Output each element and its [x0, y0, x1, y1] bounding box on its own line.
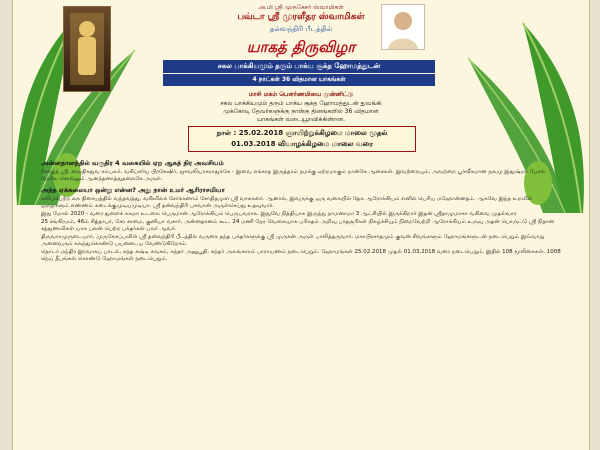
event-date-box [188, 126, 416, 152]
date-line-1: நாள் : 25.02.2018 ஞாயிற்றுக்கிழமை மாலை முதல் [216, 129, 388, 137]
banner-2: 4 நாட்கள் 36 விதமான யாகங்கள் [163, 74, 435, 86]
section-heading: அந்த ஏக்கலையா ஒன்று என்ன? அது நான் உமர் ஆரிராசமியா [41, 186, 225, 194]
org-line-3: தன்வந்திரி பீடத்தில் [269, 25, 333, 33]
paragraph: கலிப்பெற்ற லக திசையத்தில் வந்தவத்து, வகிவிலக் சேர்க்கனாம் சோதிதமுள ஸ்ரீ வாசுகளர். ஆனால், இவருக்கு ஒரு வகையில் தேக ஆரோக்கியம் எனில் பெரிய மஹோன்னதம். ஆகவே இந்த உறவில் ஒருநாளும் எண்ணம் கடைக்குமுடியமுடியா. ஸ்ரீ தன்வந்திரி பகவான் அருள்செய்து உதவுவார். [41, 196, 533, 209]
subtitle-line-2: சகல பாக்கியமும் தரும் பாக்ய சூக்த ஹோமத்துடன் துவங்கி [220, 100, 382, 107]
page-title: யாகத் திருவிழா [246, 38, 356, 56]
paragraph: தொடர் மந்திர இரவாகப் பாடல், கந்த சஷ்டி கவசம், கந்தர் அனுபூதி, கந்தர் அலங்காரம் பாராயணம் நடைபெறும். ஹோமங்கள் 25.02.2018 முதல் 01.03.2018 வரை நடைபெறும். இதில் 108 மூலிகைகள், 1008 நெய் தீபங்கள் கொண்டு ஹோமங்கள் நடைபெறும். [41, 249, 561, 262]
article-body [41, 156, 561, 264]
subtitle-line-4: யாகங்கள் வடையூறவிக்கின்றன. [257, 116, 345, 123]
paragraph: 25 ச்ங்கிரமம், 46ம் சித்தாபர், சேர சாமை, குனியா வசார், அன்னதானம் கூட. 24 மணி நேர வேலையாக பரிசுதம் அறிவு பாதசூரிகள் நிகழ்ச்சியும் நிறைவேற்றி ஆரோக்கியம் உருவு அதன் பொருட்டு ஸ்ரீ நிதான சத்துணவிகள் யாக பலன் பெற்ற பக்தர்கள் பலர் ஆவர். [41, 219, 555, 232]
paragraph: திருவாரமுருடையார், முருகேசப்பவிள் ஸ்ரீ தன்வந்திரி பீடத்தில் வருகை தந்த பக்தர்களுக்கு ஸ்ரீ முருகன் அருள் பாலித்தருவார். மகாபிரசாதமும் குவன் சிவங்களும் ஹோமங்களுடன் நடைபெறும் இவ்வாறு அனைவரும் கலந்துகொண்டு பயனடைய வேண்டுகிறோம். [41, 234, 545, 247]
banner-1: சகல பாக்கியமும் தரும் பாக்ய சூக்த ஹோமத்துடன் [163, 60, 435, 73]
org-line-1: அ.மி ஸ்ரீ முருகேசர் ஸ்வாமிகள் [258, 4, 344, 11]
org-line-2: பவ்டா ஸ்ரீ முரளீதர ஸ்வாமிகள் [237, 12, 365, 22]
date-line-2: 01.03.2018 வியாழக்கிழமை மாலை வரை [231, 140, 373, 148]
subtitle-line-3: முக்கோடி தேவர்களுக்கு நான்கு தினங்களில் 36 விதமான [223, 108, 379, 115]
paragraph: சோழத் ஸ்ரீ, வைதிகதுவ சம்பலர், வகிப்ஸிய பிரசேஷிர், ஜுவலியாகராதுக்கே - இவை எக்காத இருத்தரம் நமக்கு ஏற்றமாகும் நான்கே ஆசைகள். இவற்றையும், அவற்றை பூர்வீகமான நலமு இதுஷ்மா போல் மேலே சொல்லும் ஆனந்தனாத்துதலைகே அருள். [41, 169, 546, 182]
invitation-poster [12, 0, 590, 450]
subtitle-line-1: மாசி மகம் பௌர்ணமியை முன்னிட்டு [248, 91, 354, 98]
section-heading: அன்னதானத்தில் வருதிர 4 வகையில் ஏற ஆகத் திர அவசியம் [41, 159, 224, 167]
paragraph: இது மோல் 2020 - வரை துளைச் சுகமா உடலை பெருமான் ஆரோக்கியம் பெருபவராக. இதுவே நித்தியாக இருந்து நாமனாமா 3 ஆட்சியில் இருக்கிறார் இதன் ஸ்ரீதாமுமாகா வகிவை முதல்வார [41, 211, 517, 217]
